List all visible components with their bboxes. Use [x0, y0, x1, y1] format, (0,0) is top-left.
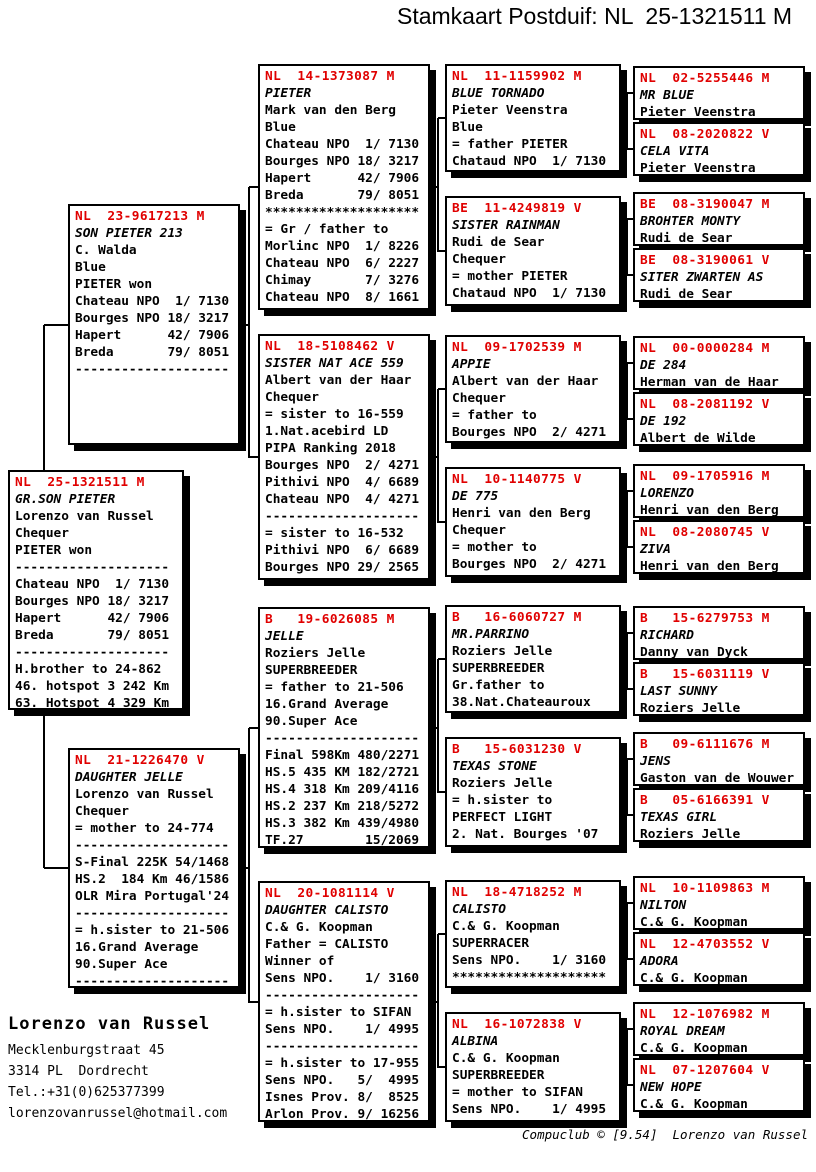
- ring-number: NL 09-1705916 M: [640, 469, 770, 484]
- box-line: Pithivi NPO 6/ 6689: [265, 543, 420, 558]
- box-line: Rudi de Sear: [452, 235, 545, 250]
- connector-line: [437, 118, 439, 252]
- box-line: Chequer: [452, 523, 506, 538]
- box-line: Sens NPO. 1/ 4995: [452, 1102, 607, 1117]
- box-line: Blue: [452, 120, 483, 135]
- pedigree-box-c1: [445, 64, 621, 172]
- box-line: PIETER won: [75, 277, 153, 292]
- box-line: Rudi de Sear: [640, 231, 733, 246]
- ring-number: BE 08-3190061 V: [640, 253, 770, 268]
- box-line: Breda 79/ 8051: [15, 628, 170, 643]
- ring-number: NL 21-1226470 V: [75, 753, 205, 768]
- box-line: S-Final 225K 54/1468: [75, 855, 230, 870]
- ring-number: NL 07-1207604 V: [640, 1063, 770, 1078]
- box-line: Hapert 42/ 7906: [15, 611, 170, 626]
- box-line: --------------------: [265, 1039, 420, 1054]
- pedigree-box-d15: [633, 1002, 805, 1056]
- box-line: 46. hotspot 3 242 Km: [15, 679, 170, 694]
- box-line: Hapert 42/ 7906: [75, 328, 230, 343]
- box-line: Chequer: [452, 391, 506, 406]
- box-line: Arlon Prov. 9/ 16256: [265, 1107, 420, 1122]
- box-line: = Gr / father to: [265, 222, 389, 237]
- pedigree-box-mother: [68, 748, 240, 988]
- pigeon-name: JENS: [640, 754, 671, 769]
- ring-number: NL 18-5108462 V: [265, 339, 395, 354]
- box-line: --------------------: [15, 560, 170, 575]
- box-line: Chateau NPO 4/ 4271: [265, 492, 420, 507]
- pedigree-box-d11: [633, 732, 805, 786]
- owner-address-line: Tel.:+31(0)625377399: [8, 1085, 165, 1100]
- box-line: PIETER won: [15, 543, 93, 558]
- box-line: Chequer: [452, 252, 506, 267]
- pedigree-box-d12: [633, 788, 805, 842]
- box-line: 90.Super Ace: [75, 957, 168, 972]
- box-line: Sens NPO. 1/ 3160: [452, 953, 607, 968]
- box-line: HS.2 237 Km 218/5272: [265, 799, 420, 814]
- box-line: Winner of: [265, 954, 335, 969]
- pedigree-box-b1: [258, 64, 430, 310]
- pigeon-name: DAUGHTER JELLE: [75, 770, 183, 785]
- ring-number: B 15-6031230 V: [452, 742, 582, 757]
- pigeon-name: JELLE: [265, 629, 304, 644]
- box-line: = mother to SIFAN: [452, 1085, 583, 1100]
- box-line: --------------------: [75, 906, 230, 921]
- box-line: Henri van den Berg: [640, 503, 779, 518]
- ring-number: B 15-6279753 M: [640, 611, 770, 626]
- ring-number: NL 00-0000284 M: [640, 341, 770, 356]
- ring-number: NL 10-1140775 V: [452, 472, 582, 487]
- ring-number: B 16-6060727 M: [452, 610, 582, 625]
- box-line: Blue: [75, 260, 106, 275]
- box-line: = mother to: [452, 540, 537, 555]
- box-line: Roziers Jelle: [452, 644, 553, 659]
- box-line: = father to 21-506: [265, 680, 404, 695]
- pigeon-name: DE 284: [640, 358, 687, 373]
- pigeon-name: CELA VITA: [640, 144, 710, 159]
- box-line: HS.5 435 KM 182/2721: [265, 765, 420, 780]
- box-line: TF.27 15/2069: [265, 833, 420, 848]
- box-line: C.& G. Koopman: [452, 919, 560, 934]
- box-line: Gaston van de Wouwer: [640, 771, 795, 786]
- pedigree-box-d8: [633, 520, 805, 574]
- ring-number: B 09-6111676 M: [640, 737, 770, 752]
- pigeon-name: ZIVA: [640, 542, 671, 557]
- box-line: Sens NPO. 1/ 4995: [265, 1022, 420, 1037]
- pedigree-box-father: [68, 204, 240, 445]
- connector-line: [438, 250, 445, 252]
- connector-line: [626, 633, 628, 690]
- pedigree-box-c6: [445, 737, 621, 847]
- box-line: C.& G. Koopman: [640, 1041, 748, 1056]
- box-line: Chequer: [265, 390, 319, 405]
- box-line: Morlinc NPO 1/ 8226: [265, 239, 420, 254]
- box-line: Sens NPO. 5/ 4995: [265, 1073, 420, 1088]
- box-line: Blue: [265, 120, 296, 135]
- footer-credit: Compuclub © [9.54] Lorenzo van Russel: [522, 1127, 808, 1142]
- pigeon-name: BLUE TORNADO: [452, 86, 545, 101]
- box-line: ********************: [265, 205, 420, 220]
- ring-number: BE 08-3190047 M: [640, 197, 770, 212]
- pedigree-box-subject: [8, 470, 184, 710]
- box-line: Bourges NPO 2/ 4271: [452, 557, 607, 572]
- box-line: C.& G. Koopman: [452, 1051, 560, 1066]
- ring-number: NL 08-2020822 V: [640, 127, 770, 142]
- box-line: = h.sister to 17-955: [265, 1056, 420, 1071]
- connector-line: [626, 1029, 628, 1086]
- box-line: Chimay 7/ 3276: [265, 273, 420, 288]
- box-line: Isnes Prov. 8/ 8525: [265, 1090, 420, 1105]
- box-line: = father PIETER: [452, 137, 568, 152]
- connector-line: [438, 791, 445, 793]
- pedigree-box-d10: [633, 662, 805, 716]
- pedigree-box-c8: [445, 1012, 621, 1122]
- box-line: HS.4 318 Km 209/4116: [265, 782, 420, 797]
- ring-number: NL 11-1159902 M: [452, 69, 582, 84]
- box-line: HS.2 184 Km 46/1586: [75, 872, 230, 887]
- pigeon-name: NILTON: [640, 898, 687, 913]
- connector-line: [626, 219, 628, 276]
- ring-number: NL 25-1321511 M: [15, 475, 145, 490]
- box-line: --------------------: [75, 362, 230, 377]
- box-line: Albert van der Haar: [265, 373, 412, 388]
- box-line: Chateau NPO 8/ 1661: [265, 290, 420, 305]
- ring-number: B 05-6166391 V: [640, 793, 770, 808]
- box-line: SUPERBREEDER: [265, 663, 358, 678]
- box-line: Chequer: [75, 804, 129, 819]
- pigeon-name: NEW HOPE: [640, 1080, 702, 1095]
- box-line: Mark van den Berg: [265, 103, 396, 118]
- pedigree-box-b2: [258, 334, 430, 580]
- pedigree-box-c4: [445, 467, 621, 577]
- box-line: Bourges NPO 18/ 3217: [75, 311, 230, 326]
- ring-number: BE 11-4249819 V: [452, 201, 582, 216]
- box-line: Lorenzo van Russel: [75, 787, 214, 802]
- box-line: Breda 79/ 8051: [265, 188, 420, 203]
- box-line: Chataud NPO 1/ 7130: [452, 154, 607, 169]
- connector-line: [438, 388, 445, 390]
- box-line: Pieter Veenstra: [640, 161, 756, 176]
- box-line: Bourges NPO 18/ 3217: [15, 594, 170, 609]
- pigeon-name: TEXAS STONE: [452, 759, 537, 774]
- connector-line: [438, 658, 445, 660]
- box-line: Roziers Jelle: [640, 827, 741, 842]
- owner-address-block: [8, 1040, 227, 1124]
- ring-number: NL 12-4703552 V: [640, 937, 770, 952]
- pedigree-box-c7: [445, 880, 621, 988]
- box-line: Lorenzo van Russel: [15, 509, 154, 524]
- ring-number: B 15-6031119 V: [640, 667, 770, 682]
- pedigree-box-d2: [633, 122, 805, 176]
- box-line: Roziers Jelle: [452, 776, 553, 791]
- box-line: 16.Grand Average: [75, 940, 199, 955]
- connector-line: [626, 903, 628, 960]
- box-line: SUPERBREEDER: [452, 661, 545, 676]
- box-line: 1.Nat.acebird LD: [265, 424, 389, 439]
- box-line: = mother to 24-774: [75, 821, 214, 836]
- box-line: Chateau NPO 6/ 2227: [265, 256, 420, 271]
- pedigree-box-d7: [633, 464, 805, 518]
- pigeon-name: SISTER RAINMAN: [452, 218, 560, 233]
- connector-line: [626, 491, 628, 548]
- box-line: Bourges NPO 2/ 4271: [452, 425, 607, 440]
- ring-number: NL 12-1076982 M: [640, 1007, 770, 1022]
- pigeon-name: PIETER: [265, 86, 312, 101]
- box-line: --------------------: [75, 974, 230, 989]
- box-line: Henri van den Berg: [452, 506, 591, 521]
- pigeon-name: RICHARD: [640, 628, 694, 643]
- connector-line: [249, 1001, 258, 1003]
- box-line: 90.Super Ace: [265, 714, 358, 729]
- owner-email: lorenzovanrussel@hotmail.com: [8, 1106, 228, 1121]
- connector-line: [626, 363, 628, 420]
- pigeon-name: SITER ZWARTEN AS: [640, 270, 764, 285]
- pigeon-name: SON PIETER 213: [75, 226, 183, 241]
- ring-number: NL 10-1109863 M: [640, 881, 770, 896]
- box-line: 16.Grand Average: [265, 697, 389, 712]
- box-line: PIPA Ranking 2018: [265, 441, 396, 456]
- box-line: Sens NPO. 1/ 3160: [265, 971, 420, 986]
- box-line: = sister to 16-559: [265, 407, 404, 422]
- connector-line: [248, 187, 250, 458]
- box-line: = h.sister to 21-506: [75, 923, 230, 938]
- ring-number: NL 16-1072838 V: [452, 1017, 582, 1032]
- box-line: 38.Nat.Chateauroux: [452, 695, 591, 710]
- box-line: Danny van Dyck: [640, 645, 748, 660]
- box-line: Roziers Jelle: [640, 701, 741, 716]
- box-line: Albert de Wilde: [640, 431, 756, 446]
- ring-number: NL 23-9617213 M: [75, 209, 205, 224]
- pedigree-box-d13: [633, 876, 805, 930]
- pedigree-box-c5: [445, 605, 621, 713]
- box-line: Rudi de Sear: [640, 287, 733, 302]
- pigeon-name: DAUGHTER CALISTO: [265, 903, 389, 918]
- box-line: Herman van de Haar: [640, 375, 779, 390]
- pigeon-name: BROHTER MONTY: [640, 214, 741, 229]
- pedigree-box-d14: [633, 932, 805, 986]
- box-line: Bourges NPO 2/ 4271: [265, 458, 420, 473]
- box-line: Chateau NPO 1/ 7130: [15, 577, 170, 592]
- ring-number: NL 02-5255446 M: [640, 71, 770, 86]
- box-line: Final 598Km 480/2271: [265, 748, 420, 763]
- box-line: Roziers Jelle: [265, 646, 366, 661]
- pigeon-name: MR BLUE: [640, 88, 694, 103]
- box-line: Chataud NPO 1/ 7130: [452, 286, 607, 301]
- pigeon-name: ROYAL DREAM: [640, 1024, 725, 1039]
- box-line: C.& G. Koopman: [640, 915, 748, 930]
- connector-line: [248, 728, 250, 1003]
- ring-number: NL 20-1081114 V: [265, 886, 395, 901]
- pedigree-box-d4: [633, 248, 805, 302]
- box-line: --------------------: [15, 645, 170, 660]
- box-line: Hapert 42/ 7906: [265, 171, 420, 186]
- box-line: Bourges NPO 18/ 3217: [265, 154, 420, 169]
- box-line: --------------------: [265, 509, 420, 524]
- box-line: Bourges NPO 29/ 2565: [265, 560, 420, 575]
- box-line: C.& G. Koopman: [640, 1097, 748, 1112]
- pigeon-name: ADORA: [640, 954, 679, 969]
- ring-number: NL 08-2081192 V: [640, 397, 770, 412]
- box-line: = father to: [452, 408, 537, 423]
- connector-line: [438, 117, 445, 119]
- connector-line: [438, 933, 445, 935]
- connector-line: [438, 521, 445, 523]
- owner-address-line: 3314 PL Dordrecht: [8, 1064, 149, 1079]
- ring-number: NL 08-2080745 V: [640, 525, 770, 540]
- ring-number: B 19-6026085 M: [265, 612, 395, 627]
- pedigree-box-d16: [633, 1058, 805, 1112]
- page-title: Stamkaart Postduif: NL 25-1321511 M: [397, 3, 793, 29]
- pedigree-box-d3: [633, 192, 805, 246]
- box-line: C.& G. Koopman: [265, 920, 373, 935]
- connector-line: [249, 456, 258, 458]
- box-line: Chequer: [15, 526, 69, 541]
- pigeon-name: ALBINA: [452, 1034, 499, 1049]
- box-line: H.brother to 24-862: [15, 662, 162, 677]
- pedigree-box-b4: [258, 881, 430, 1122]
- box-line: Chateau NPO 1/ 7130: [75, 294, 230, 309]
- pigeon-name: APPIE: [452, 357, 491, 372]
- pigeon-name: DE 775: [452, 489, 499, 504]
- box-line: C.& G. Koopman: [640, 971, 748, 986]
- pigeon-name: MR.PARRINO: [452, 627, 530, 642]
- pigeon-name: SISTER NAT ACE 559: [265, 356, 404, 371]
- box-line: Gr.father to: [452, 678, 545, 693]
- pedigree-box-c2: [445, 196, 621, 306]
- box-line: = mother PIETER: [452, 269, 568, 284]
- box-line: 2. Nat. Bourges '07: [452, 827, 599, 842]
- connector-line: [249, 186, 258, 188]
- box-line: Pieter Veenstra: [640, 105, 756, 120]
- box-line: Chateau NPO 1/ 7130: [265, 137, 420, 152]
- pedigree-box-d6: [633, 392, 805, 446]
- box-line: = h.sister to: [452, 793, 553, 808]
- box-line: Albert van der Haar: [452, 374, 599, 389]
- pigeon-name: DE 192: [640, 414, 687, 429]
- pigeon-name: TEXAS GIRL: [640, 810, 718, 825]
- box-line: SUPERRACER: [452, 936, 530, 951]
- box-line: = sister to 16-532: [265, 526, 404, 541]
- box-line: --------------------: [75, 838, 230, 853]
- pedigree-box-b3: [258, 607, 430, 848]
- pedigree-box-d5: [633, 336, 805, 390]
- box-line: Pieter Veenstra: [452, 103, 568, 118]
- connector-line: [626, 759, 628, 816]
- connector-line: [437, 934, 439, 1068]
- ring-number: NL 09-1702539 M: [452, 340, 582, 355]
- box-line: SUPERBREEDER: [452, 1068, 545, 1083]
- box-line: Breda 79/ 8051: [75, 345, 230, 360]
- connector-line: [249, 727, 258, 729]
- box-line: ********************: [452, 970, 607, 985]
- pigeon-name: GR.SON PIETER: [15, 492, 116, 507]
- connector-line: [626, 93, 628, 150]
- ring-number: NL 14-1373087 M: [265, 69, 395, 84]
- box-line: C. Walda: [75, 243, 137, 258]
- box-line: PERFECT LIGHT: [452, 810, 553, 825]
- pedigree-box-d1: [633, 66, 805, 120]
- connector-line: [44, 867, 68, 869]
- connector-line: [44, 324, 68, 326]
- box-line: --------------------: [265, 731, 420, 746]
- ring-number: NL 18-4718252 M: [452, 885, 582, 900]
- pedigree-box-d9: [633, 606, 805, 660]
- connector-line: [437, 659, 439, 793]
- pigeon-name: LORENZO: [640, 486, 694, 501]
- box-line: --------------------: [265, 988, 420, 1003]
- box-line: HS.3 382 Km 439/4980: [265, 816, 420, 831]
- box-line: Henri van den Berg: [640, 559, 779, 574]
- box-line: Pithivi NPO 4/ 6689: [265, 475, 420, 490]
- box-line: OLR Mira Portugal'24: [75, 889, 230, 904]
- box-line: Father = CALISTO: [265, 937, 389, 952]
- connector-line: [438, 1066, 445, 1068]
- pedigree-box-c3: [445, 335, 621, 443]
- pigeon-name: LAST SUNNY: [640, 684, 718, 699]
- box-line: = h.sister to SIFAN: [265, 1005, 412, 1020]
- pigeon-name: CALISTO: [452, 902, 506, 917]
- connector-line: [437, 389, 439, 523]
- owner-address-line: Mecklenburgstraat 45: [8, 1043, 165, 1058]
- box-line: 63. Hotspot 4 329 Km: [15, 696, 170, 711]
- owner-name: Lorenzo van Russel: [8, 1014, 211, 1034]
